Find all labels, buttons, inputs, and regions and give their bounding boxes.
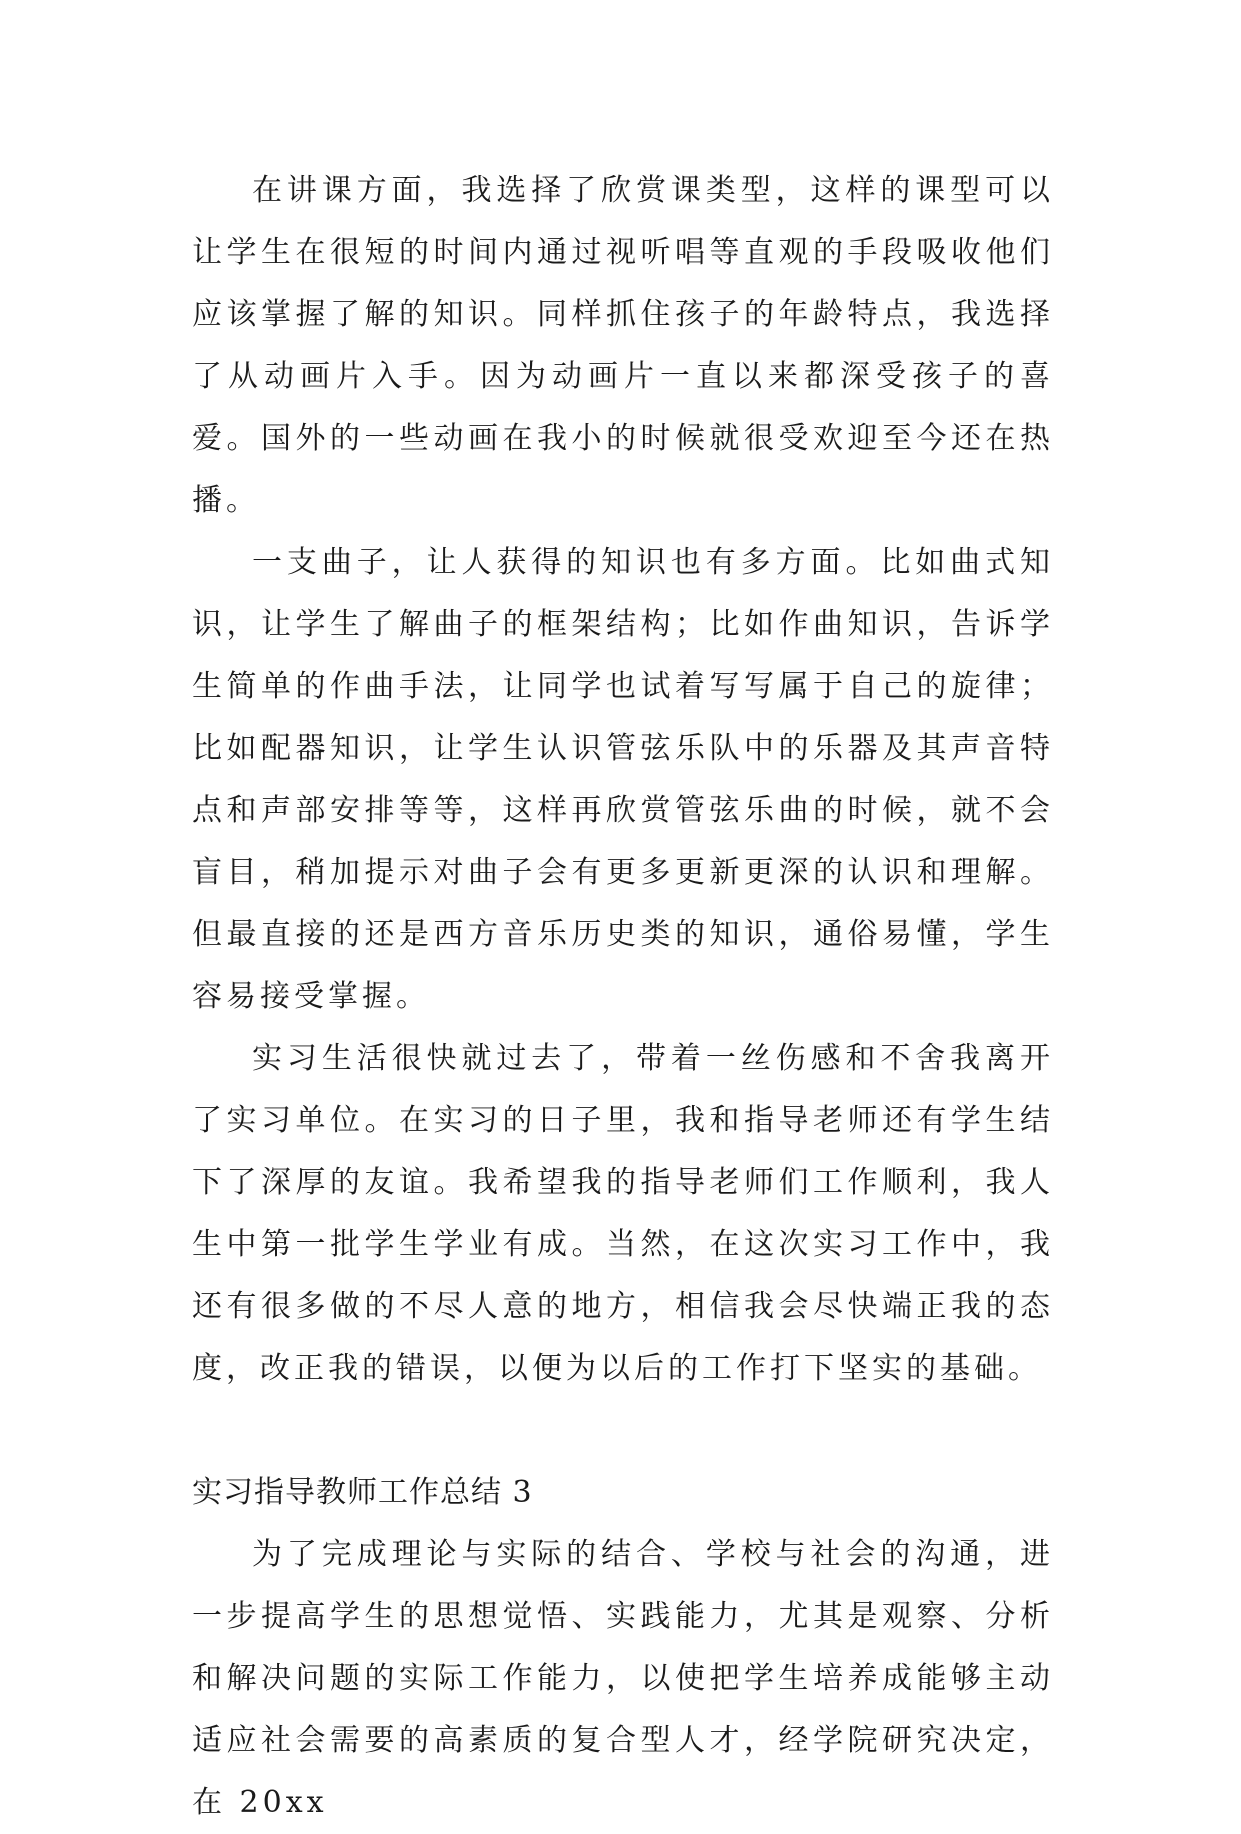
paragraph-section-intro: 为了完成理论与实际的结合、学校与社会的沟通，进一步提高学生的思想觉悟、实践能力，尤其是观察、分析和解决问题的实际工作能力，以使把学生培养成能够主动适应社会需要的高素质的复合型人才，经学院研究决定，在 20xx xyxy=(192,1537,1054,1820)
paragraph-teaching-method: 在讲课方面，我选择了欣赏课类型，这样的课型可以让学生在很短的时间内通过视听唱等直观的手段吸收他们应该掌握了解的知识。同样抓住孩子的年龄特点，我选择了从动画片入手。因为动画片一直以来都深受孩子的喜爱。国外的一些动画在我小的时候就很受欢迎至今还在热播。 xyxy=(192,173,1054,518)
section-heading: 实习指导教师工作总结 3 xyxy=(192,1475,533,1510)
paragraph-internship-end: 实习生活很快就过去了，带着一丝伤感和不舍我离开了实习单位。在实习的日子里，我和指导老师还有学生结下了深厚的友谊。我希望我的指导老师们工作顺利，我人生中第一批学生学业有成。当然，在这次实习工作中，我还有很多做的不尽人意的地方，相信我会尽快端正我的态度，改正我的错误，以便为以后的工作打下坚实的基础。 xyxy=(192,1041,1054,1386)
paragraph-music-knowledge: 一支曲子，让人获得的知识也有多方面。比如曲式知识，让学生了解曲子的框架结构；比如作曲知识，告诉学生简单的作曲手法，让同学也试着写写属于自己的旋律；比如配器知识，让学生认识管弦乐队中的乐器及其声音特点和声部安排等等，这样再欣赏管弦乐曲的时候，就不会盲目，稍加提示对曲子会有更多更新更深的认识和理解。但最直接的还是西方音乐历史类的知识，通俗易懂，学生容易接受掌握。 xyxy=(192,545,1054,1014)
document-body xyxy=(192,160,1054,1834)
